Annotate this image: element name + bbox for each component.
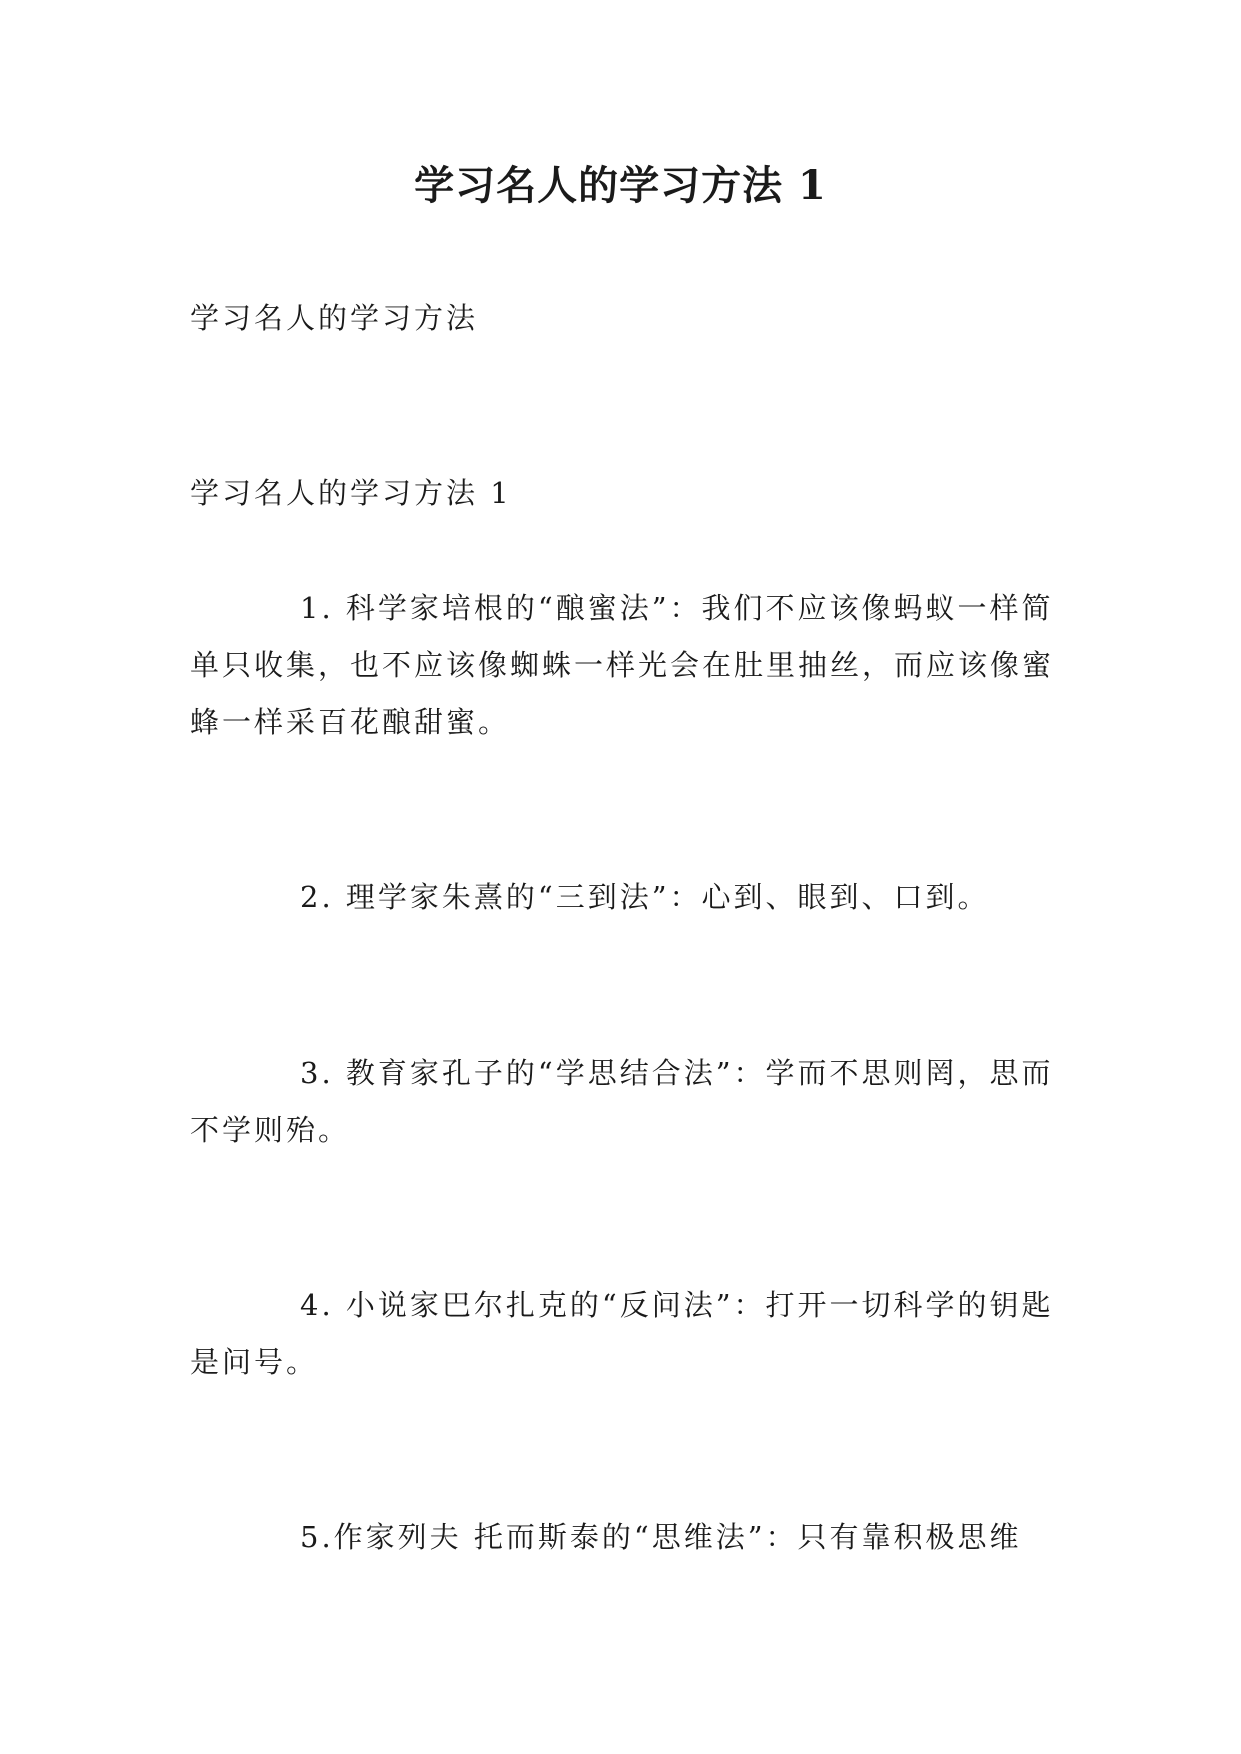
method-paragraph: 2. 理学家朱熹的“三到法”：心到、眼到、口到。 xyxy=(300,880,990,914)
method-paragraph: 5.作家列夫 托而斯泰的“思维法”：只有靠积极思维 xyxy=(300,1520,1022,1554)
document-title: 学习名人的学习方法 1 xyxy=(414,162,827,209)
method-paragraph: 1. 科学家培根的“酿蜜法”：我们不应该像蚂蚁一样简单只收集，也不应该像蜘蛛一样光会在肚里抽丝，而应该像蜜蜂一样采百花酿甜蜜。 xyxy=(190,591,1055,739)
document-subtitle: 学习名人的学习方法 xyxy=(190,301,479,335)
section-heading: 学习名人的学习方法 1 xyxy=(190,476,512,510)
method-paragraph: 3. 教育家孔子的“学思结合法”：学而不思则罔，思而不学则殆。 xyxy=(190,1056,1054,1147)
method-paragraph: 4. 小说家巴尔扎克的“反问法”：打开一切科学的钥匙是问号。 xyxy=(190,1288,1054,1379)
